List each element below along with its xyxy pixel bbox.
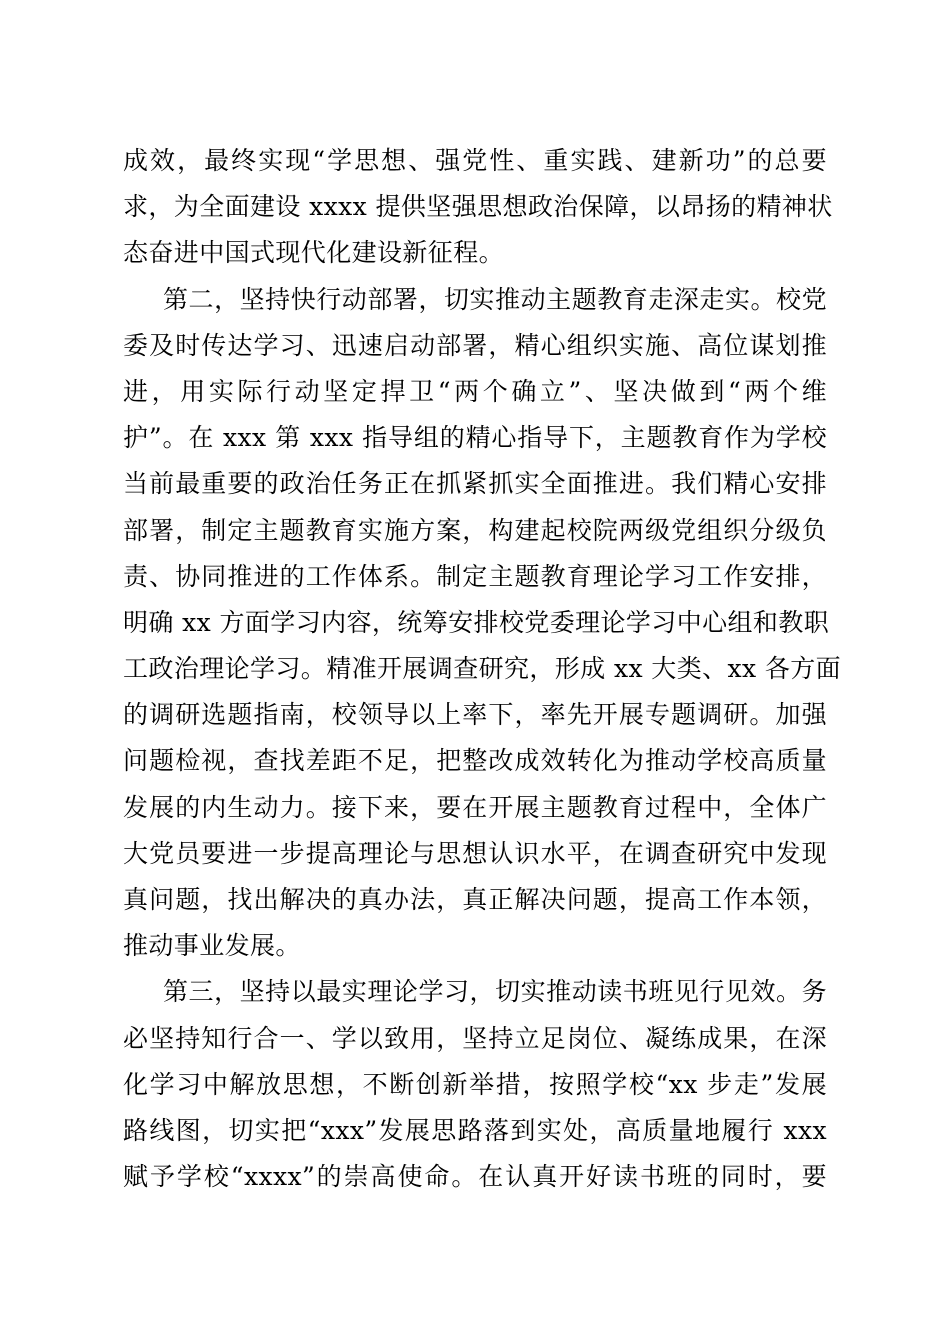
text-line: 当前最重要的政治任务正在抓紧抓实全面推进。我们精心安排: [123, 469, 827, 499]
text-line: 的调研选题指南，校领导以上率下，率先开展专题调研。加强: [123, 700, 827, 730]
text-line: 责、协同推进的工作体系。制定主题教育理论学习工作安排，: [123, 561, 827, 591]
text-line: 问题检视，查找差距不足，把整改成效转化为推动学校高质量: [123, 746, 827, 776]
text-line: 部署，制定主题教育实施方案，构建起校院两级党组织分级负: [123, 515, 827, 545]
text-line: 真问题，找出解决的真办法，真正解决问题，提高工作本领，: [123, 885, 827, 914]
document-body-text: [123, 138, 842, 1200]
paragraph-2-first-line: 第二，坚持快行动部署，切实推动主题教育走深走实。校党: [163, 284, 827, 314]
text-line: 委及时传达学习、迅速启动部署，精心组织实施、高位谋划推: [123, 330, 827, 360]
text-line: 化学习中解放思想，不断创新举措，按照学校“xx 步走”发展: [123, 1069, 827, 1099]
text-line: 发展的内生动力。接下来，要在开展主题教育过程中，全体广: [123, 792, 827, 822]
text-line: 态奋进中国式现代化建设新征程。: [123, 238, 505, 268]
text-line: 明确 xx 方面学习内容，统筹安排校党委理论学习中心组和教职: [123, 607, 830, 637]
paragraph-3-first-line: 第三，坚持以最实理论学习，切实推动读书班见行见效。务: [163, 977, 827, 1007]
text-line: 赋予学校“xxxx”的崇高使命。在认真开好读书班的同时，要: [123, 1162, 827, 1192]
text-line: 大党员要进一步提高理论与思想认识水平，在调查研究中发现: [123, 838, 827, 868]
text-line: 成效，最终实现“学思想、强党性、重实践、建新功”的总要: [123, 146, 827, 175]
text-line: 护”。在 xxx 第 xxx 指导组的精心指导下，主题教育作为学校: [123, 423, 827, 453]
text-line: 求，为全面建设 xxxx 提供坚强思想政治保障，以昂扬的精神状: [123, 192, 833, 222]
text-line: 工政治理论学习。精准开展调查研究，形成 xx 大类、xx 各方面: [123, 654, 842, 684]
text-line: 推动事业发展。: [123, 931, 301, 961]
text-line: 必坚持知行合一、学以致用，坚持立足岗位、凝练成果，在深: [123, 1023, 827, 1053]
text-line: 进，用实际行动坚定捍卫“两个确立”、坚决做到“两个维: [123, 376, 827, 406]
text-line: 路线图，切实把“xxx”发展思路落到实处，高质量地履行 xxx: [123, 1115, 827, 1145]
